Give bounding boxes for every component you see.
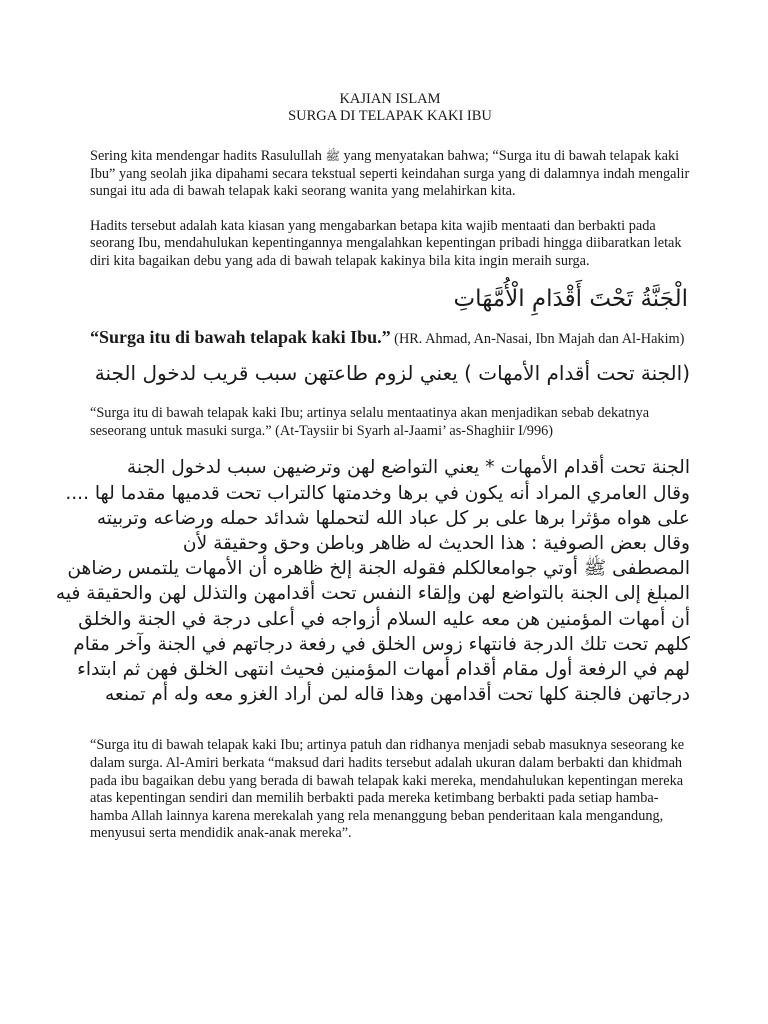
hadith-translation-quote: “Surga itu di bawah telapak kaki Ibu.” <box>90 326 391 347</box>
paragraph-explanation: Hadits tersebut adalah kata kiasan yang mengabarkan betapa kita wajib mentaati dan berbakti pada seorang Ibu, mendahulukan kepentingannya mengalahkan kepentingan pribadi hingga diibaratkan letak diri kita bagaikan debu yang ada di bawah telapak kakinya bila kita ingin meraih surga. <box>90 217 682 269</box>
hadith-source: (HR. Ahmad, An-Nasai, Ibn Majah dan Al-Hakim) <box>390 330 685 347</box>
arabic-commentary-line: درجاتهن فالجنة كلها تحت أقدامهن وهذا قاله لمن أراد الغزو معه وله أم تمنعه <box>104 684 690 706</box>
arabic-commentary-line: الجنة تحت أقدام الأمهات * يعني التواضع لهن وترضيهن سبب لدخول الجنة <box>126 457 690 479</box>
paragraph-amiri-quote: “Surga itu di bawah telapak kaki Ibu; artinya patuh dan ridhanya menjadi sebab masuknya seseorang ke dalam surga. Al-Amiri berkata “maksud dari hadits tersebut adalah ukuran dalam berbakti dan khidmah pada ibu bagaikan debu yang berada di bawah telapak kaki mereka, mendahulukan kepentingan mereka atas kepentingan sendiri dan memilih berbakti pada mereka ketimbang berbakti pada setiap hamba-hamba Allah lainnya karena merekalah yang rela menanggung beban penderitaan kala mengandung, menyusui serta mendidik anak-anak mereka”. <box>90 737 685 842</box>
arabic-commentary-line: وقال بعض الصوفية : هذا الحديث له ظاهر وباطن وحق وحقيقة لأن <box>182 532 690 554</box>
arabic-explanation-text: (الجنة تحت أقدام الأمهات ) يعني لزوم طاعتهن سبب قريب لدخول الجنة <box>94 361 690 386</box>
document-title-line2: SURGA DI TELAPAK KAKI IBU <box>288 108 492 124</box>
document-page <box>55 91 690 843</box>
arabic-commentary-line: المبلغ إلى الجنة بالتواضع لهن وإلقاء النفس تحت أقدامهن والتذلل لهن والحقيقة فيه <box>55 583 690 605</box>
paragraph-intro-text-start: Sering kita mendengar hadits Rasulullah <box>90 148 326 164</box>
arabic-commentary-line: على هواه مؤثرا برها على بر كل عباد الله لتحملها شدائد حمله ورضاعه وتربيته <box>96 507 690 529</box>
document-title-line1: KAJIAN ISLAM <box>339 91 441 107</box>
paragraph-intro-text-end: yang menyatakan bahwa; “Surga itu di bawah telapak kaki Ibu” yang seolah jika dipahami secara tekstual seperti keindahan surga yang di dalamnya indah mengalir sungai itu ada di bawah telapak kaki seorang wanita yang melahirkan kita. <box>90 148 690 200</box>
arabic-commentary-line: كلهم تحت تلك الدرجة فانتهاء زوس الخلق في رفعة درجاتهم في الجنة وآخر مقام <box>73 633 690 655</box>
prophet-salawat-symbol: ﷺ <box>325 149 340 163</box>
arabic-commentary-block <box>55 455 690 707</box>
arabic-commentary-line: المصطفى ﷺ أوتي جوامعالكلم فقوله الجنة إلخ ظاهره أن الأمهات يلتمس رضاهن <box>67 558 690 580</box>
arabic-hadith-text: الْجَنَّةُ تَحْتَ أَقْدَامِ الْأُمَّهَاتِ <box>453 285 688 312</box>
paragraph-intro <box>90 148 690 201</box>
hadith-translation <box>90 326 690 349</box>
arabic-commentary-line: لهم في الرفعة أول مقام أقدام أمهات المؤمنين فحيث انتهى الخلق فهن ثم ابتداء <box>77 658 690 680</box>
arabic-commentary-line: وقال العامري المراد أنه يكون في برها وخدمتها كالتراب تحت قدميها مقدما لها .... <box>65 482 690 504</box>
arabic-commentary-line: أن أمهات المؤمنين هن معه عليه السلام أزواجه في أعلى درجة في الجنة والخلق <box>78 608 690 630</box>
paragraph-taysiir-quote: “Surga itu di bawah telapak kaki Ibu; artinya selalu mentaatinya akan menjadikan sebab dekatnya seseorang untuk masuki surga.” (At-Taysiir bi Syarh al-Jaami’ as-Shaghiir I/996) <box>90 405 650 439</box>
